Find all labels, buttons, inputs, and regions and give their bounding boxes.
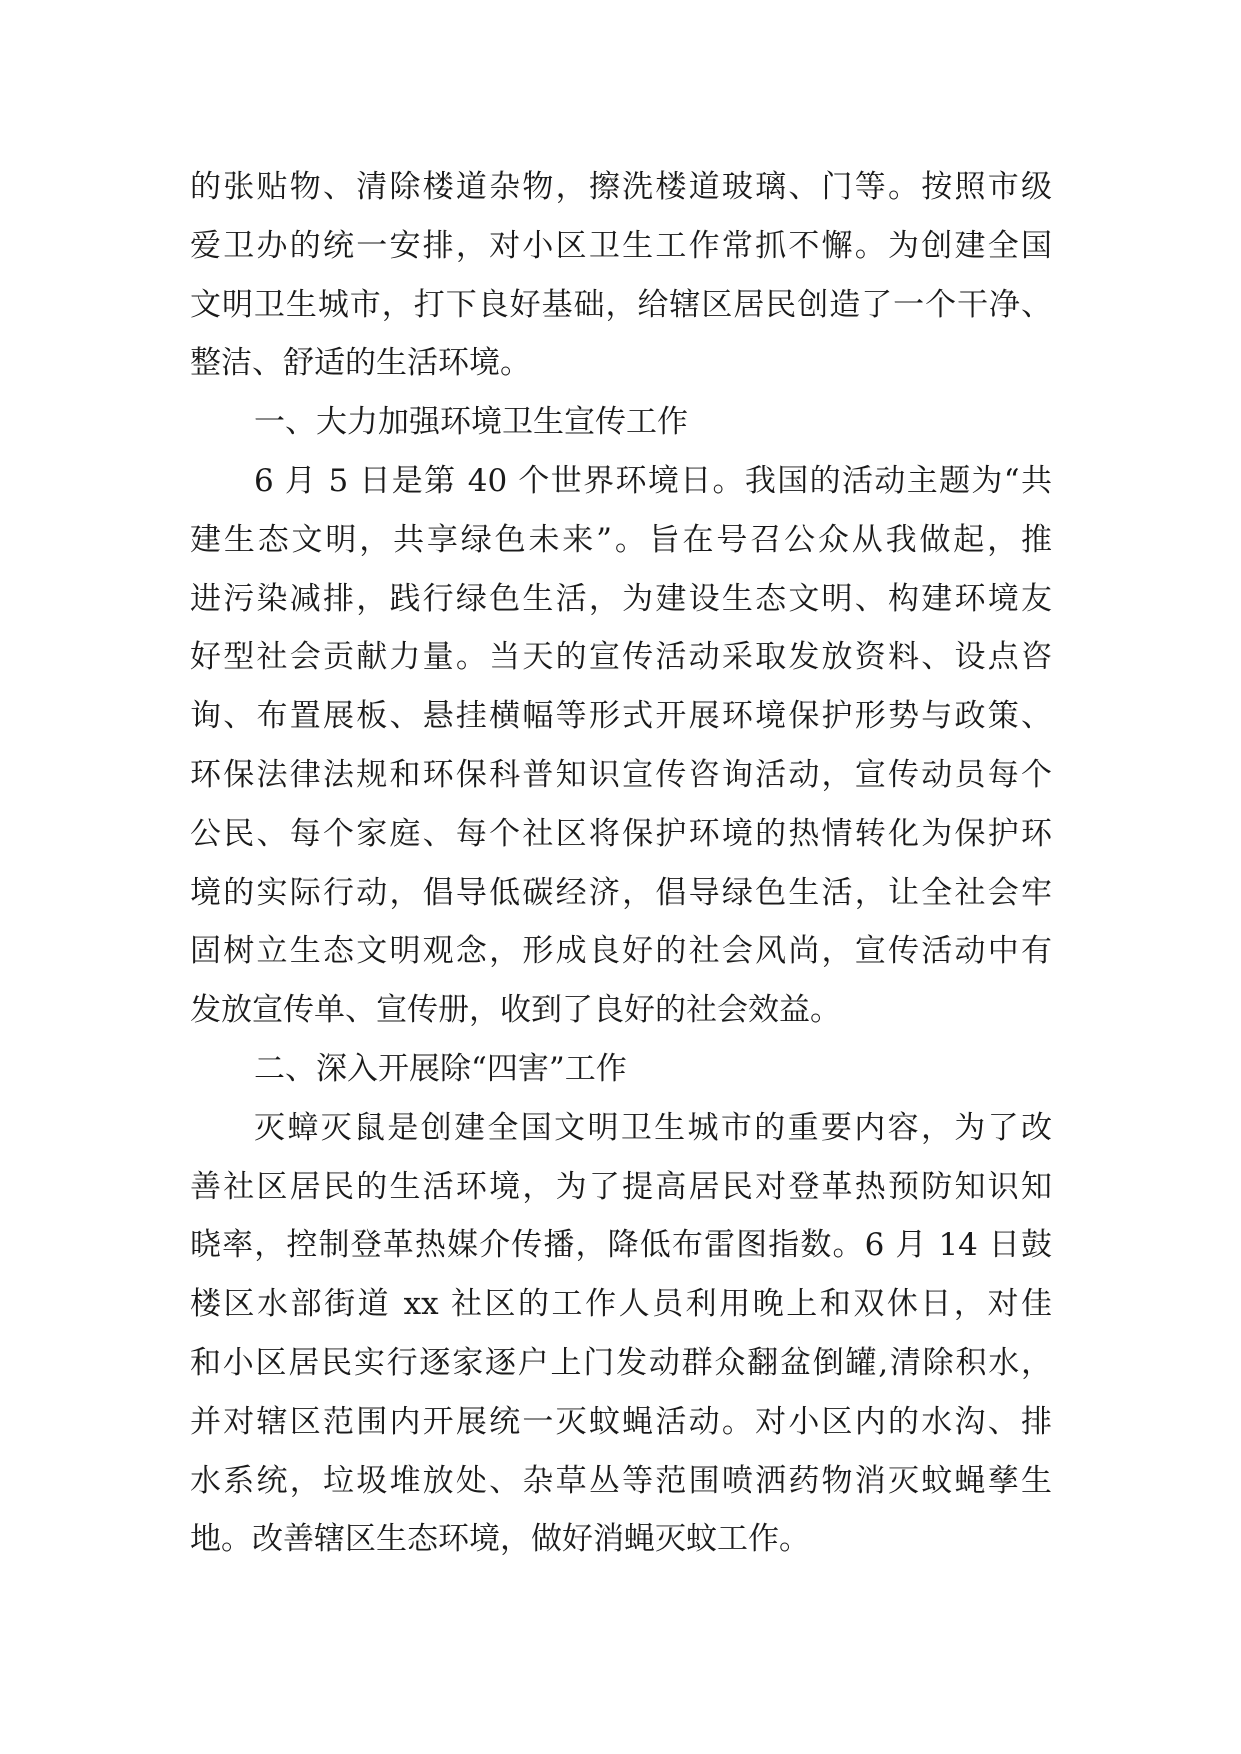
text-line: 发放宣传单、宣传册，收到了良好的社会效益。 bbox=[190, 992, 841, 1029]
text-line: 一、大力加强环境卫生宣传工作 bbox=[254, 404, 688, 441]
section-heading bbox=[190, 393, 1052, 452]
paragraph bbox=[190, 158, 1052, 393]
document-body bbox=[190, 158, 1052, 1569]
text-line: 询、布置展板、悬挂横幅等形式开展环境保护形势与政策、 bbox=[190, 698, 1052, 735]
text-line: 的张贴物、清除楼道杂物，擦洗楼道玻璃、门等。按照市级 bbox=[190, 169, 1052, 205]
text-line: 地。改善辖区生态环境，做好消蝇灭蚊工作。 bbox=[190, 1521, 810, 1558]
text-line: 建生态文明，共享绿色未来”。旨在号召公众从我做起，推 bbox=[190, 521, 1052, 558]
paragraph bbox=[190, 1099, 1052, 1569]
text-line: 灭蟑灭鼠是创建全国文明卫生城市的重要内容，为了改 bbox=[254, 1109, 1052, 1146]
text-line: 公民、每个家庭、每个社区将保护环境的热情转化为保护环 bbox=[190, 815, 1052, 852]
text-line: 好型社会贡献力量。当天的宣传活动采取发放资料、设点咨 bbox=[190, 639, 1052, 676]
text-line: 境的实际行动，倡导低碳经济，倡导绿色生活，让全社会牢 bbox=[190, 874, 1052, 911]
text-line: 水系统，垃圾堆放处、杂草丛等范围喷洒药物消灭蚊蝇孳生 bbox=[190, 1462, 1052, 1499]
text-line: 固树立生态文明观念，形成良好的社会风尚，宣传活动中有 bbox=[190, 933, 1052, 970]
text-line: 环保法律法规和环保科普知识宣传咨询活动，宣传动员每个 bbox=[190, 756, 1052, 793]
text-line: 晓率，控制登革热媒介传播，降低布雷图指数。6 月 14 日鼓 bbox=[190, 1227, 1052, 1264]
text-line: 二、深入开展除“四害”工作 bbox=[254, 1050, 627, 1087]
text-line: 文明卫生城市，打下良好基础，给辖区居民创造了一个干净、 bbox=[190, 286, 1052, 323]
text-line: 6 月 5 日是第 40 个世界环境日。我国的活动主题为“共 bbox=[254, 462, 1052, 499]
text-line: 善社区居民的生活环境，为了提高居民对登革热预防知识知 bbox=[190, 1168, 1052, 1205]
text-line: 整洁、舒适的生活环境。 bbox=[190, 345, 531, 382]
section-heading bbox=[190, 1040, 1052, 1099]
text-line: 并对辖区范围内开展统一灭蚊蝇活动。对小区内的水沟、排 bbox=[190, 1403, 1052, 1440]
text-line: 进污染减排，践行绿色生活，为建设生态文明、构建环境友 bbox=[190, 580, 1052, 617]
text-line: 爱卫办的统一安排，对小区卫生工作常抓不懈。为创建全国 bbox=[190, 227, 1052, 264]
paragraph bbox=[190, 452, 1052, 1040]
text-line: 和小区居民实行逐家逐户上门发动群众翻盆倒罐,清除积水， bbox=[190, 1344, 1052, 1381]
text-line: 楼区水部街道 xx 社区的工作人员利用晚上和双休日，对佳 bbox=[190, 1286, 1052, 1323]
